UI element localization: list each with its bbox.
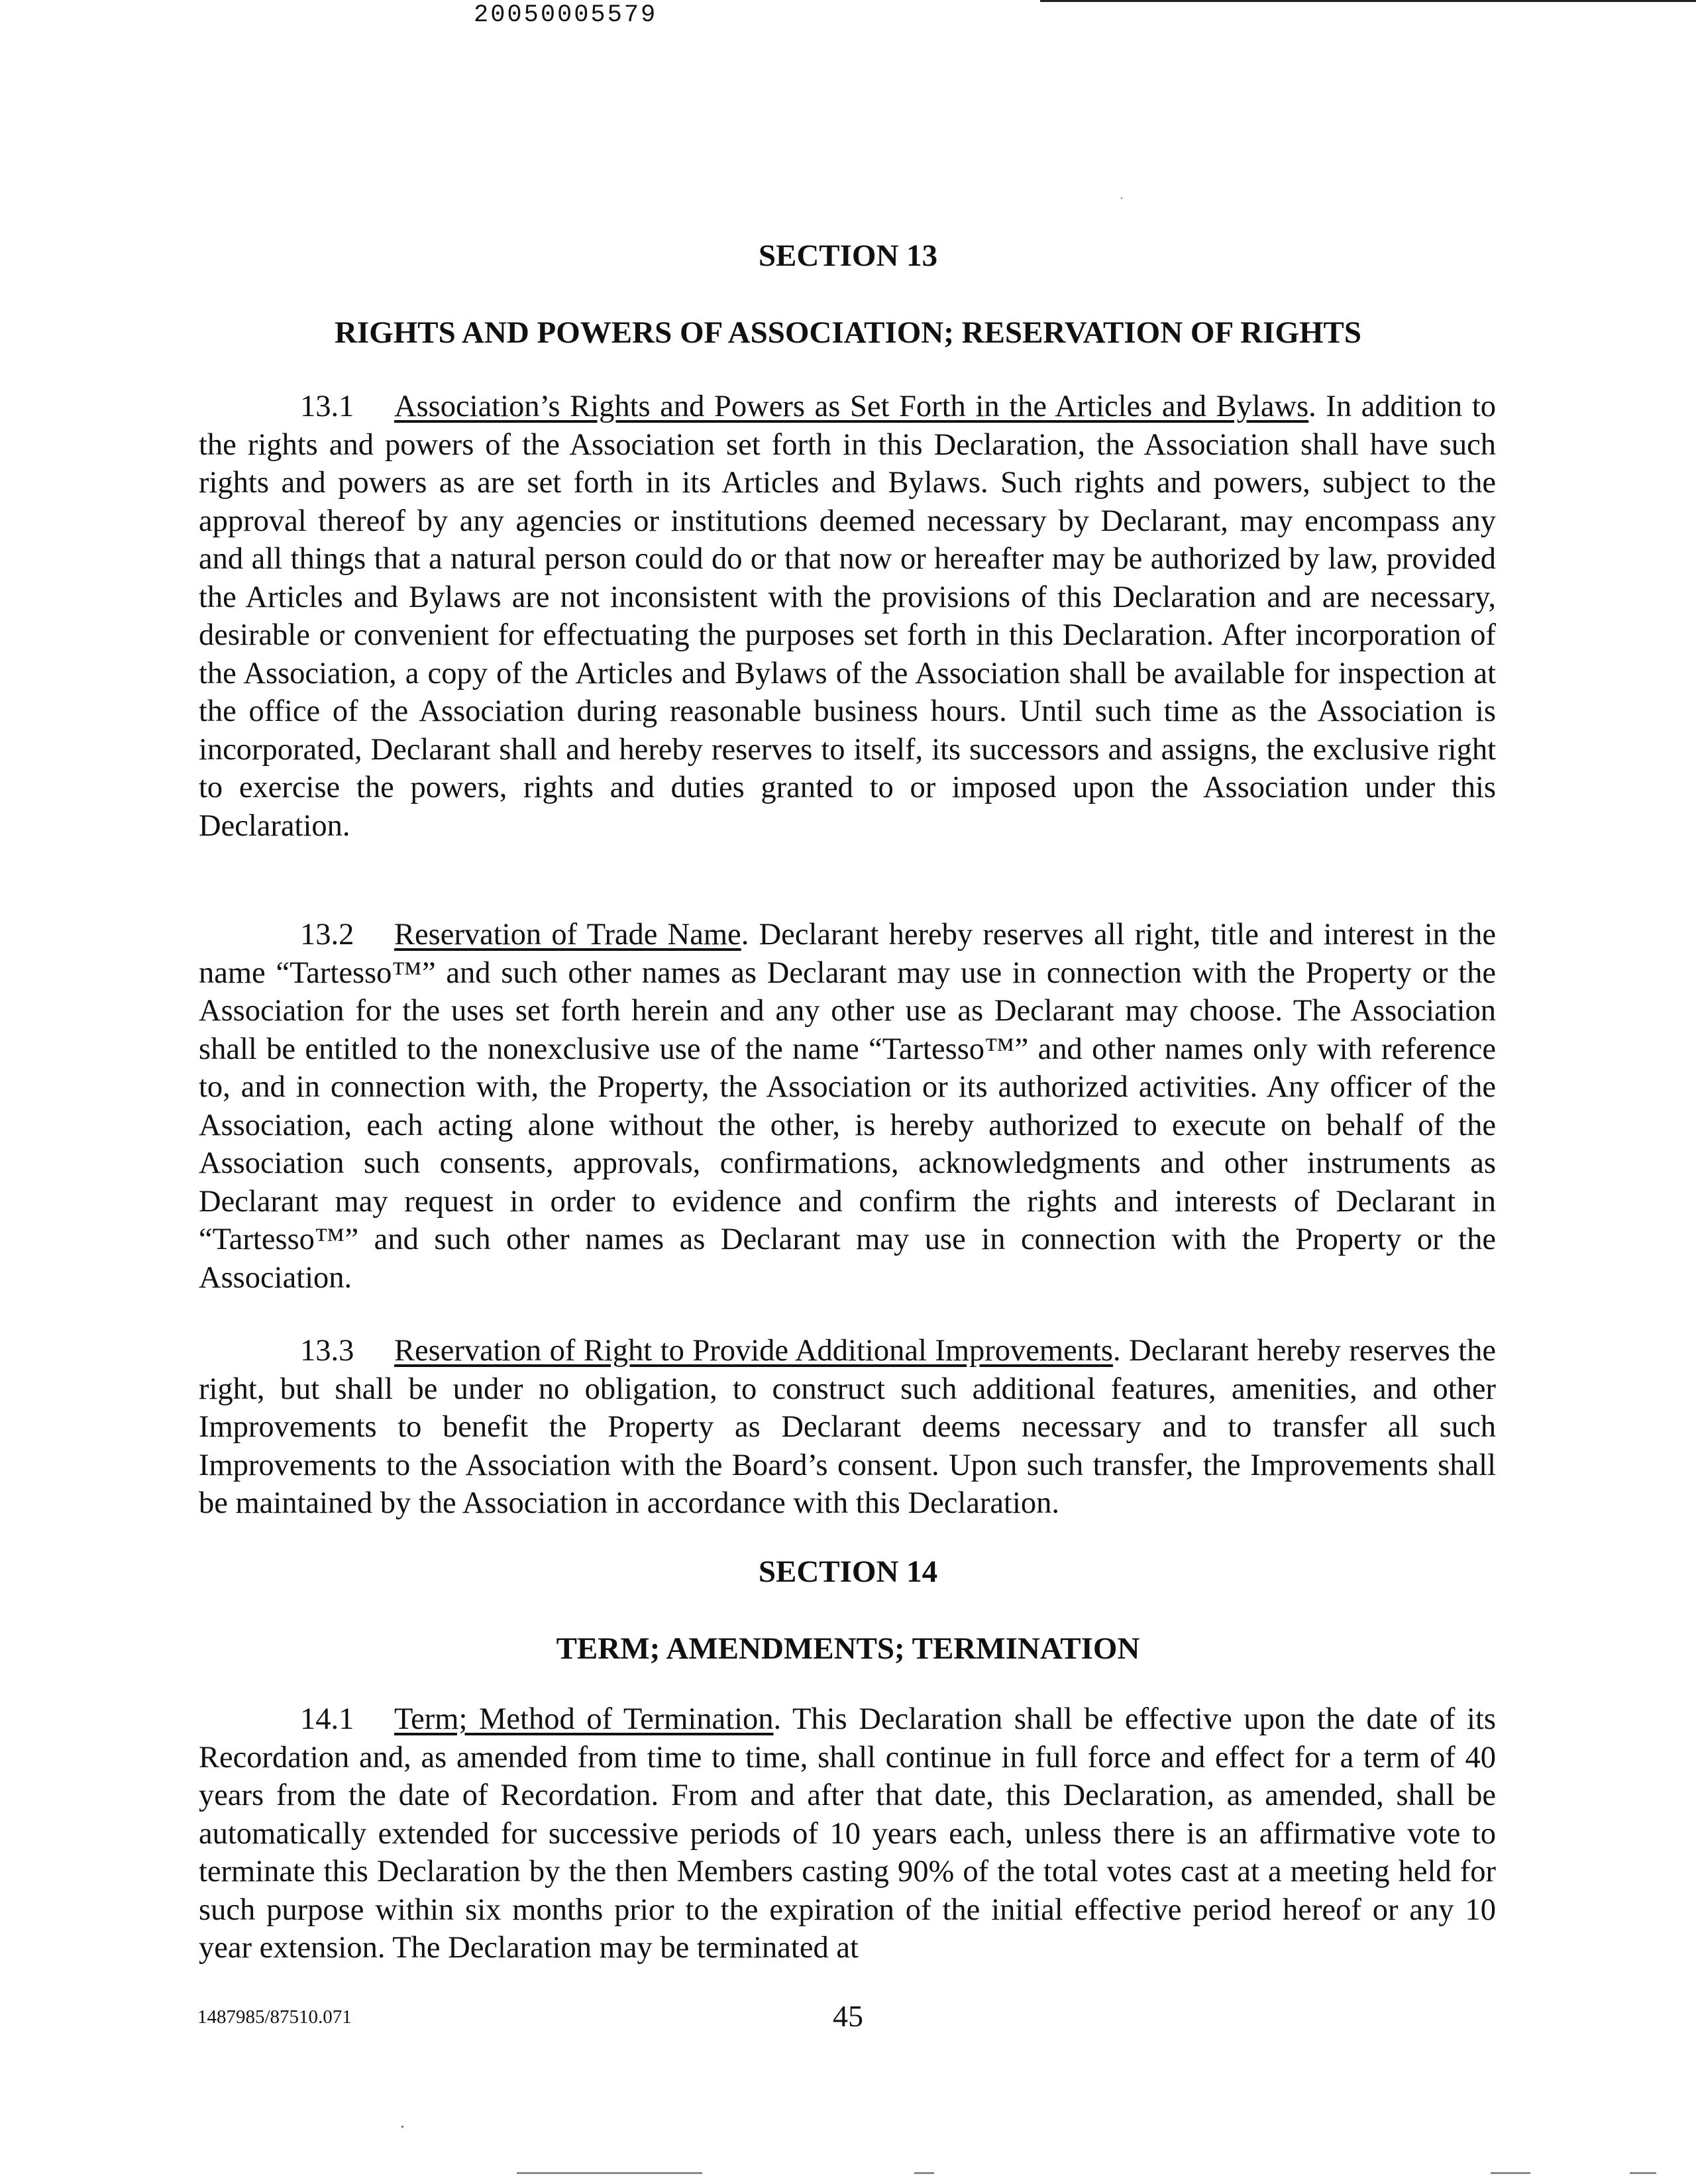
scan-speck	[401, 2126, 403, 2128]
document-number: 20050005579	[474, 1, 658, 29]
paragraph-text: . In addition to the rights and powers of the Association set forth in this Declaration, the Association shall have such rights and powers as are set forth in its Articles and Bylaws. Such rights and powers, subject to the approval thereof by any agencies or institutions deemed necessary by Declarant, may encompass any and all things that a natural person could do or that now or hereafter may be authorized by law, provided the Articles and Bylaws are not inconsistent with the provisions of this Declaration and are necessary, desirable or convenient for effectuating the purposes set forth in this Declaration. After incorporation of the Association, a copy of the Articles and Bylaws of the Association shall be available for inspection at the office of the Association during reasonable business hours. Until such time as the Association is incorporated, Declarant shall and hereby reserves to itself, its successors and assigns, the exclusive right to exercise the powers, rights and duties granted to or imposed upon the Association under this Declaration.	[199, 390, 1496, 843]
footer-document-id: 1487985/87510.071	[197, 2006, 352, 2028]
section-14-label: SECTION 14	[758, 1555, 938, 1589]
top-rule	[1040, 0, 1696, 2]
paragraph-number: 13.3	[300, 1334, 354, 1368]
paragraph-text: . This Declaration shall be effective upon the date of its Recordation and, as amended from time to time, shall continue in full force and effect for a term of 40 years from the date of Recordation. From and after that date, this Declaration, as amended, shall be automatically extended for successive periods of 10 years each, unless there is an affirmative vote to terminate this Declaration by the then Members casting 90% of the total votes cast at a meeting held for such purpose within six months prior to the expiration of the initial effective period hereof or any 10 year extension. The Declaration may be terminated at	[199, 1702, 1496, 1965]
scan-mark	[1491, 2172, 1530, 2174]
paragraph-13-2	[199, 916, 1496, 1297]
paragraph-text: . Declarant hereby reserves the right, but shall be under no obligation, to construct such additional features, amenities, and other Improvements to benefit the Property as Declarant deems necessary and to transfer all such Improvements to the Association with the Board’s consent. Upon such transfer, the Improvements shall be maintained by the Association in accordance with this Declaration.	[199, 1334, 1496, 1520]
paragraph-text: . Declarant hereby reserves all right, title and interest in the name “Tartesso™” and such other names as Declarant may use in connection with the Property or the Association for the uses set forth herein and any other use as Declarant may choose. The Association shall be entitled to the nonexclusive use of the name “Tartesso™” and other names only with reference to, and in connection with, the Property, the Association or its authorized activities. Any officer of the Association, each acting alone without the other, is hereby authorized to execute on behalf of the Association such consents, approvals, confirmations, acknowledgments and other instruments as Declarant may request in order to evidence and confirm the rights and interests of Declarant in “Tartesso™” and such other names as Declarant may use in connection with the Property or the Association.	[199, 918, 1496, 1295]
section-14-title: TERM; AMENDMENTS; TERMINATION	[556, 1631, 1140, 1666]
paragraph-13-3	[199, 1332, 1496, 1523]
paragraph-number: 13.2	[300, 918, 354, 952]
paragraph-caption: Reservation of Right to Provide Additional Improvements	[394, 1334, 1113, 1368]
page-number: 45	[833, 1999, 863, 2033]
scan-mark	[517, 2172, 702, 2174]
paragraph-number: 13.1	[300, 390, 354, 423]
paragraph-number: 14.1	[300, 1702, 354, 1736]
scan-speck	[1121, 197, 1122, 199]
scan-mark	[1630, 2172, 1656, 2174]
section-13-title: RIGHTS AND POWERS OF ASSOCIATION; RESERVATION OF RIGHTS	[334, 315, 1362, 350]
paragraph-caption: Reservation of Trade Name	[394, 918, 741, 952]
scan-mark	[914, 2172, 934, 2174]
section-13-label: SECTION 13	[758, 239, 938, 273]
paragraph-13-1	[199, 388, 1496, 845]
paragraph-caption: Association’s Rights and Powers as Set Forth in the Articles and Bylaws	[394, 390, 1309, 423]
paragraph-caption: Term; Method of Termination	[394, 1702, 774, 1736]
paragraph-14-1	[199, 1700, 1496, 1967]
